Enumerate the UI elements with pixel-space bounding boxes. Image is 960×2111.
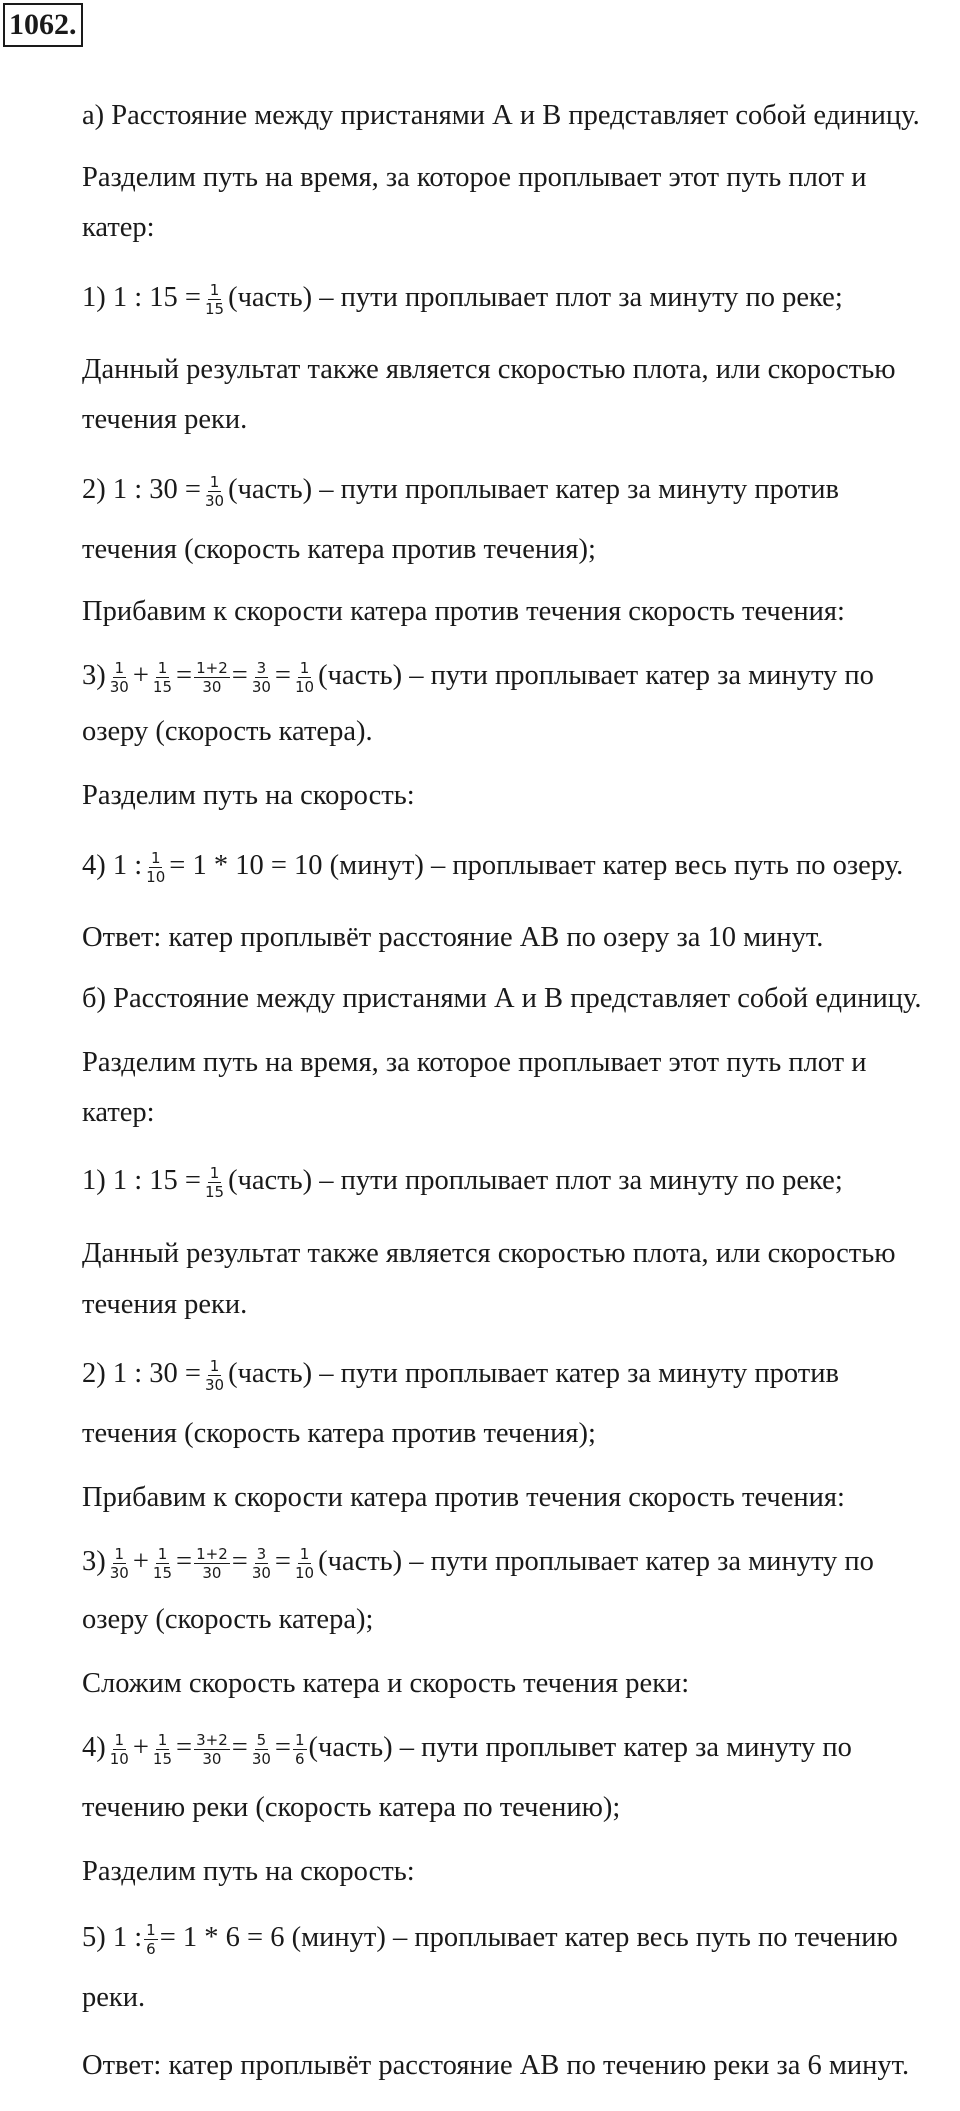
text-run: = — [231, 1546, 248, 1577]
text-run: (часть) – пути проплывает катер за минуту по — [318, 660, 874, 691]
text-run: (часть) – пути проплывает плот за минуту по реке; — [228, 282, 843, 313]
text-run: = 1 * 10 = 10 (минут) – проплывает катер весь путь по озеру. — [169, 850, 904, 881]
fraction — [151, 659, 174, 696]
text-line — [82, 352, 896, 388]
text-run: Ответ: катер проплывёт расстояние АВ по течению реки за 6 минут. — [82, 2050, 910, 2081]
fraction-numerator: 1 — [209, 1356, 220, 1375]
text-line — [82, 778, 415, 814]
fraction-denominator: 30 — [251, 1563, 271, 1582]
fraction — [293, 1731, 307, 1768]
text-run: 3) — [82, 660, 106, 691]
fraction-numerator: 3 — [256, 1544, 267, 1563]
text-run: = — [274, 1732, 291, 1763]
text-run: течения (скорость катера против течения); — [82, 534, 596, 565]
fraction-denominator: 15 — [152, 1563, 173, 1582]
text-line — [82, 1544, 874, 1582]
text-run: Прибавим к скорости катера против течения скорость течения: — [82, 1482, 845, 1513]
text-run: а) Расстояние между пристанями А и В представляет собой единицу. — [82, 100, 920, 131]
text-run: = — [231, 1732, 248, 1763]
fraction-denominator: 6 — [295, 1749, 305, 1768]
text-line — [82, 714, 373, 750]
text-run: (часть) – пути проплывает катер за минуту против — [228, 474, 839, 505]
text-run: 4) 1 : — [82, 850, 143, 881]
text-run: = — [274, 1546, 291, 1577]
text-line — [82, 981, 922, 1017]
text-run: Разделим путь на скорость: — [82, 1856, 415, 1887]
text-run: 5) 1 : — [82, 1922, 143, 1953]
text-line — [82, 1730, 852, 1768]
text-run: = — [274, 660, 291, 691]
fraction-denominator: 10 — [295, 677, 315, 696]
text-run: озеру (скорость катера); — [82, 1604, 374, 1635]
text-run: течения реки. — [82, 1289, 248, 1320]
text-line — [82, 1163, 843, 1201]
text-line — [82, 1095, 155, 1131]
fraction-denominator: 30 — [109, 1563, 129, 1582]
text-run: = — [176, 1546, 193, 1577]
text-line — [82, 1416, 596, 1452]
fraction-denominator: 15 — [152, 677, 173, 696]
fraction — [151, 1545, 174, 1582]
text-line — [82, 210, 155, 246]
fraction — [151, 1731, 174, 1768]
fraction-denominator: 10 — [295, 1563, 315, 1582]
fraction — [250, 1731, 273, 1768]
text-line — [82, 1980, 145, 2016]
text-line — [82, 1480, 845, 1516]
fraction — [203, 281, 226, 318]
fraction-denominator: 30 — [204, 1375, 225, 1394]
fraction — [194, 659, 230, 696]
text-run: течения реки. — [82, 404, 248, 435]
fraction — [108, 1545, 131, 1582]
fraction-denominator: 15 — [152, 1749, 173, 1768]
fraction-denominator: 15 — [204, 299, 225, 318]
text-line — [82, 1236, 896, 1272]
text-run: реки. — [82, 1982, 146, 2013]
fraction — [108, 1731, 131, 1768]
fraction — [194, 1731, 230, 1768]
fraction-numerator: 1 — [114, 658, 125, 677]
fraction-numerator: 5 — [256, 1730, 267, 1749]
fraction-denominator: 30 — [204, 491, 225, 510]
text-line — [82, 160, 867, 196]
text-run: (часть) – пути проплывает катер за минуту по — [318, 1546, 874, 1577]
text-run: Разделим путь на время, за которое проплывает этот путь плот и — [82, 1047, 867, 1078]
fraction-numerator: 1 — [295, 1730, 305, 1749]
fraction-denominator: 10 — [146, 867, 166, 886]
fraction-numerator: 1 — [150, 848, 161, 867]
text-line — [82, 2048, 909, 2084]
fraction-numerator: 1+2 — [196, 658, 228, 677]
fraction — [108, 659, 131, 696]
fraction — [194, 1545, 230, 1582]
fraction-denominator: 30 — [202, 677, 222, 696]
text-run: (часть) – пути проплывет катер за минуту по — [308, 1732, 852, 1763]
text-run: 1) 1 : 15 = — [82, 1165, 201, 1196]
text-line — [82, 1602, 373, 1638]
fraction-numerator: 1 — [209, 280, 220, 299]
fraction-denominator: 30 — [202, 1749, 222, 1768]
fraction-numerator: 1 — [146, 1920, 156, 1939]
text-run: Данный результат также является скоростью плота, или скоростью — [82, 1238, 896, 1269]
fraction-denominator: 30 — [251, 1749, 271, 1768]
fraction-numerator: 1 — [299, 658, 310, 677]
fraction-numerator: 1 — [157, 1730, 168, 1749]
text-run: + — [132, 660, 149, 691]
text-run: 1) 1 : 15 = — [82, 282, 201, 313]
text-line — [82, 280, 843, 318]
text-line — [82, 1790, 620, 1826]
text-run: б) Расстояние между пристанями А и В представляет собой единицу. — [82, 983, 922, 1014]
fraction-denominator: 30 — [202, 1563, 222, 1582]
fraction — [203, 1164, 226, 1201]
fraction — [203, 1357, 226, 1394]
text-run: (часть) – пути проплывает плот за минуту по реке; — [228, 1165, 843, 1196]
fraction-denominator: 6 — [146, 1939, 156, 1958]
text-line — [82, 920, 823, 956]
fraction — [250, 659, 273, 696]
fraction-numerator: 1 — [209, 1163, 220, 1182]
text-line — [82, 1356, 839, 1394]
text-run: 3) — [82, 1546, 106, 1577]
text-line — [82, 1287, 247, 1323]
text-run: + — [132, 1732, 149, 1763]
text-run: 2) 1 : 30 = — [82, 1358, 201, 1389]
text-run: течения (скорость катера против течения); — [82, 1418, 596, 1449]
text-run: катер: — [82, 212, 155, 243]
text-line — [82, 472, 839, 510]
fraction-denominator: 15 — [204, 1182, 225, 1201]
text-run: = 1 * 6 = 6 (минут) – проплывает катер весь путь по течению — [159, 1922, 898, 1953]
text-run: Сложим скорость катера и скорость течения реки: — [82, 1668, 690, 1699]
text-line — [82, 402, 247, 438]
text-line — [82, 848, 903, 886]
fraction-denominator: 30 — [251, 677, 271, 696]
text-run: Разделим путь на время, за которое проплывает этот путь плот и — [82, 162, 867, 193]
fraction-denominator: 10 — [109, 1749, 129, 1768]
fraction-numerator: 3 — [256, 658, 267, 677]
text-line — [82, 98, 920, 134]
text-run: + — [132, 1546, 149, 1577]
text-run: 4) — [82, 1732, 106, 1763]
text-run: = — [176, 660, 193, 691]
fraction — [203, 473, 226, 510]
fraction — [293, 659, 316, 696]
text-run: катер: — [82, 1097, 155, 1128]
text-line — [82, 1854, 415, 1890]
problem-number: 1062. — [3, 3, 83, 47]
text-line — [82, 594, 845, 630]
text-run: 2) 1 : 30 = — [82, 474, 201, 505]
text-run: Прибавим к скорости катера против течения скорость течения: — [82, 596, 845, 627]
fraction-numerator: 1 — [157, 1544, 168, 1563]
text-run: течению реки (скорость катера по течению); — [82, 1792, 621, 1823]
text-run: Разделим путь на скорость: — [82, 780, 415, 811]
text-line — [82, 532, 596, 568]
fraction-numerator: 1 — [157, 658, 168, 677]
text-line — [82, 658, 874, 696]
text-run: Данный результат также является скоростью плота, или скоростью — [82, 354, 896, 385]
fraction-numerator: 3+2 — [196, 1730, 228, 1749]
text-run: Ответ: катер проплывёт расстояние АВ по озеру за 10 минут. — [82, 922, 824, 953]
text-run: (часть) – пути проплывает катер за минуту против — [228, 1358, 839, 1389]
fraction-numerator: 1 — [299, 1544, 310, 1563]
fraction-numerator: 1+2 — [196, 1544, 228, 1563]
fraction-numerator: 1 — [114, 1730, 125, 1749]
fraction-numerator: 1 — [209, 472, 220, 491]
fraction — [293, 1545, 316, 1582]
text-line — [82, 1045, 867, 1081]
fraction — [144, 1921, 158, 1958]
fraction — [144, 849, 167, 886]
text-run: = — [231, 660, 248, 691]
text-run: озеру (скорость катера). — [82, 716, 373, 747]
text-line — [82, 1920, 898, 1958]
fraction-numerator: 1 — [114, 1544, 125, 1563]
fraction — [250, 1545, 273, 1582]
fraction-denominator: 30 — [109, 677, 129, 696]
text-line — [82, 1666, 689, 1702]
text-run: = — [176, 1732, 193, 1763]
